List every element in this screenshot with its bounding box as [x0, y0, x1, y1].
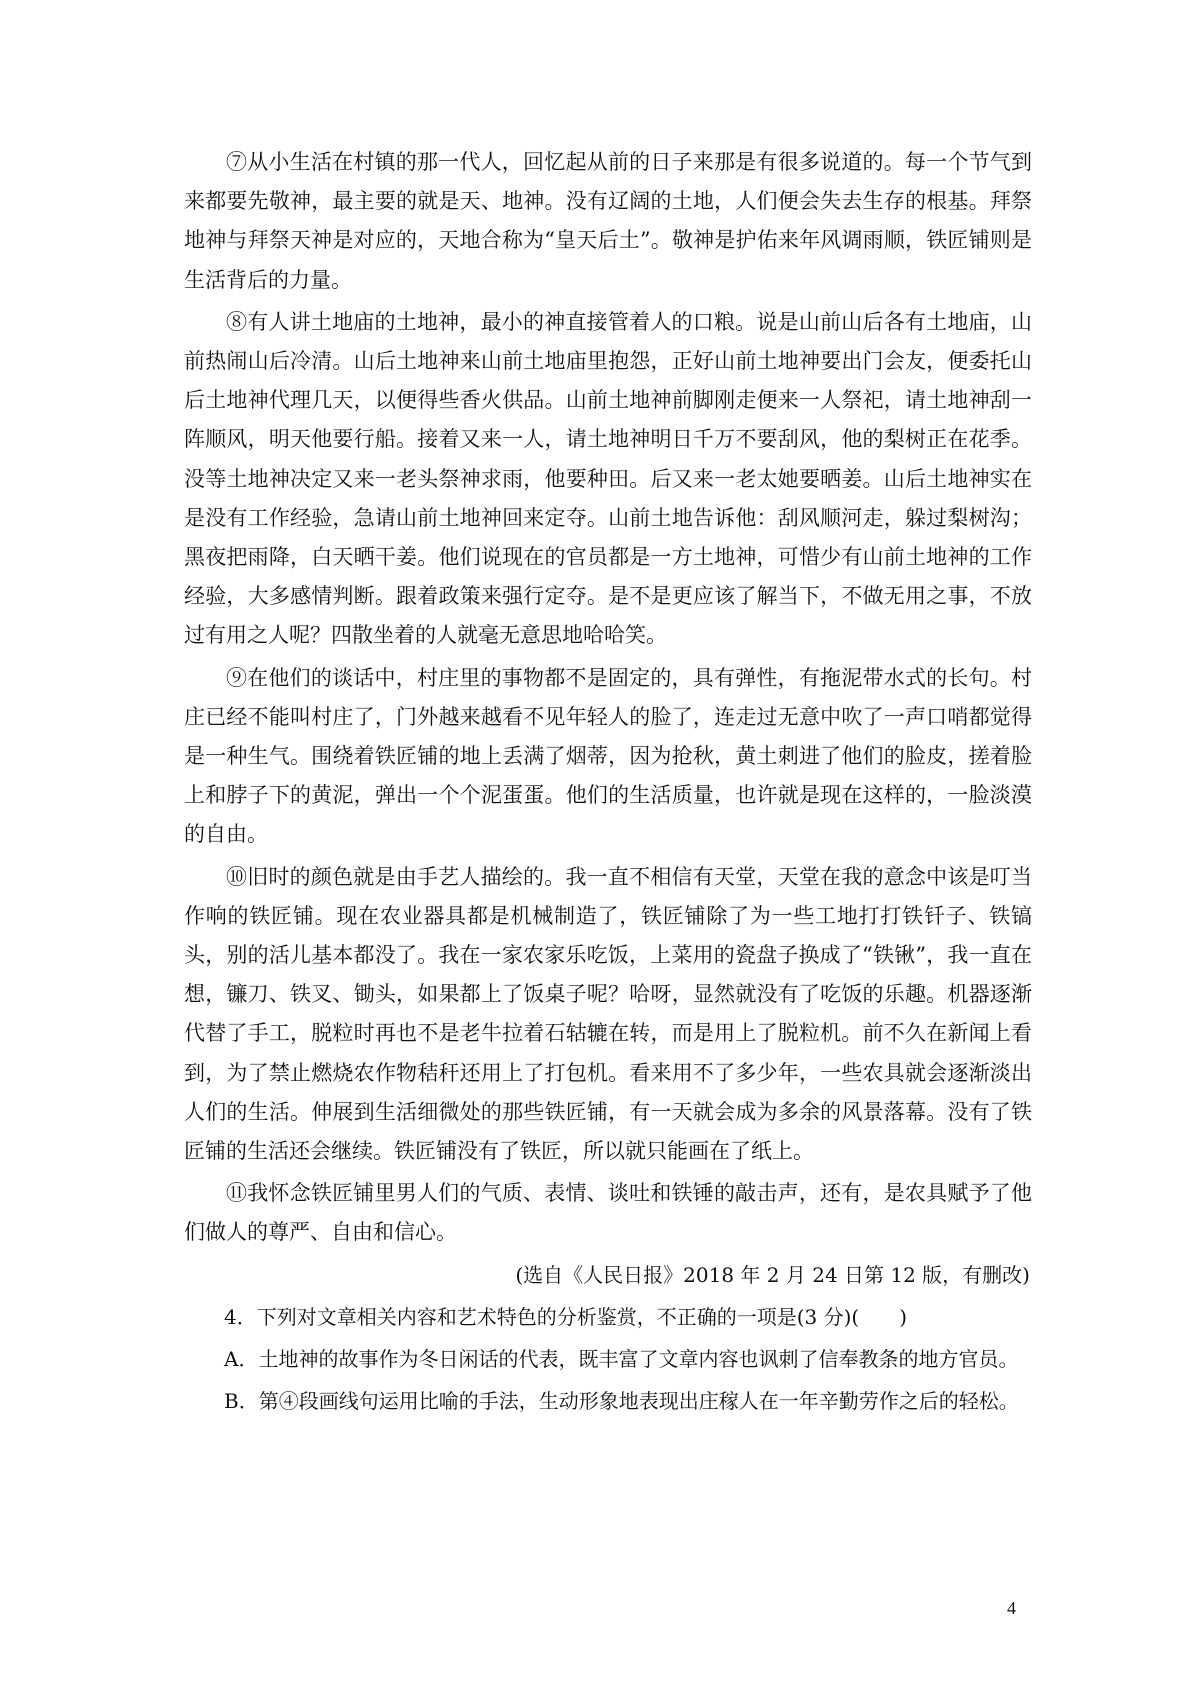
paragraph-11: ⑪我怀念铁匠铺里男人们的气质、表情、谈吐和铁锤的敲击声，还有，是农具赋予了他们做人的尊严、自由和信心。	[184, 1181, 1032, 1245]
paragraph-9: ⑨在他们的谈话中，村庄里的事物都不是固定的，具有弹性，有拖泥带水式的长句。村庄已经不能叫村庄了，门外越来越看不见年轻人的脸了，连走过无意中吹了一声口哨都觉得是一种生气。围绕着铁匠铺的地上丢满了烟蒂，因为抢秋，黄土刺进了他们的脸皮，搓着脸上和脖子下的黄泥，弹出一个个泥蛋蛋。他们的生活质量，也许就是现在这样的，一脸淡漠的自由。	[184, 665, 1032, 847]
paragraph-10: ⑩旧时的颜色就是由手艺人描绘的。我一直不相信有天堂，天堂在我的意念中该是叮当作响的铁匠铺。现在农业器具都是机械制造了，铁匠铺除了为一些工地打打铁钎子、铁镐头，别的活儿基本都没了。我在一家农家乐吃饭，上菜用的瓷盘子换成了“铁锹”，我一直在想，镰刀、铁叉、锄头，如果都上了饭桌子呢？哈呀，显然就没有了吃饭的乐趣。机器逐渐代替了手工，脱粒时再也不是老牛拉着石轱辘在转，而是用上了脱粒机。前不久在新闻上看到，为了禁止燃烧农作物秸秆还用上了打包机。看来用不了多少年，一些农具就会逐渐淡出人们的生活。伸展到生活细微处的那些铁匠铺，有一天就会成为多余的风景落幕。没有了铁匠铺的生活还会继续。铁匠铺没有了铁匠，所以就只能画在了纸上。	[184, 864, 1032, 1164]
question-4-option-a: A．土地神的故事作为冬日闲话的代表，既丰富了文章内容也讽刺了信奉教条的地方官员。	[224, 1347, 1019, 1372]
source-citation: (选自《人民日报》2018 年 2 月 24 日第 12 版，有删改)	[515, 1262, 1030, 1287]
document-body	[184, 143, 1032, 1425]
page-number: 4	[1007, 1598, 1016, 1618]
question-4-option-b: B．第④段画线句运用比喻的手法，生动形象地表现出庄稼人在一年辛勤劳作之后的轻松。	[224, 1389, 1019, 1414]
question-4-stem: 4．下列对文章相关内容和艺术特色的分析鉴赏，不正确的一项是(3 分)( )	[224, 1304, 908, 1329]
paragraph-7: ⑦从小生活在村镇的那一代人，回忆起从前的日子来那是有很多说道的。每一个节气到来都要先敬神，最主要的就是天、地神。没有辽阔的土地，人们便会失去生存的根基。拜祭地神与拜祭天神是对应的，天地合称为“皇天后土”。敬神是护佑来年风调雨顺，铁匠铺则是生活背后的力量。	[184, 150, 1032, 292]
paragraph-8: ⑧有人讲土地庙的土地神，最小的神直接管着人的口粮。说是山前山后各有土地庙，山前热闹山后冷清。山后土地神来山前土地庙里抱怨，正好山前土地神要出门会友，便委托山后土地神代理几天，以便得些香火供品。山前土地神前脚刚走便来一人祭祀，请土地神刮一阵顺风，明天他要行船。接着又来一人，请土地神明日千万不要刮风，他的梨树正在花季。没等土地神决定又来一老头祭神求雨，他要种田。后又来一老太她要晒姜。山后土地神实在是没有工作经验，急请山前土地神回来定夺。山前土地告诉他：刮风顺河走，躲过梨树沟；黑夜把雨降，白天晒干姜。他们说现在的官员都是一方土地神，可惜少有山前土地神的工作经验，大多感情判断。跟着政策来强行定夺。是不是更应该了解当下，不做无用之事，不放过有用之人呢？四散坐着的人就毫无意思地哈哈笑。	[184, 309, 1032, 648]
